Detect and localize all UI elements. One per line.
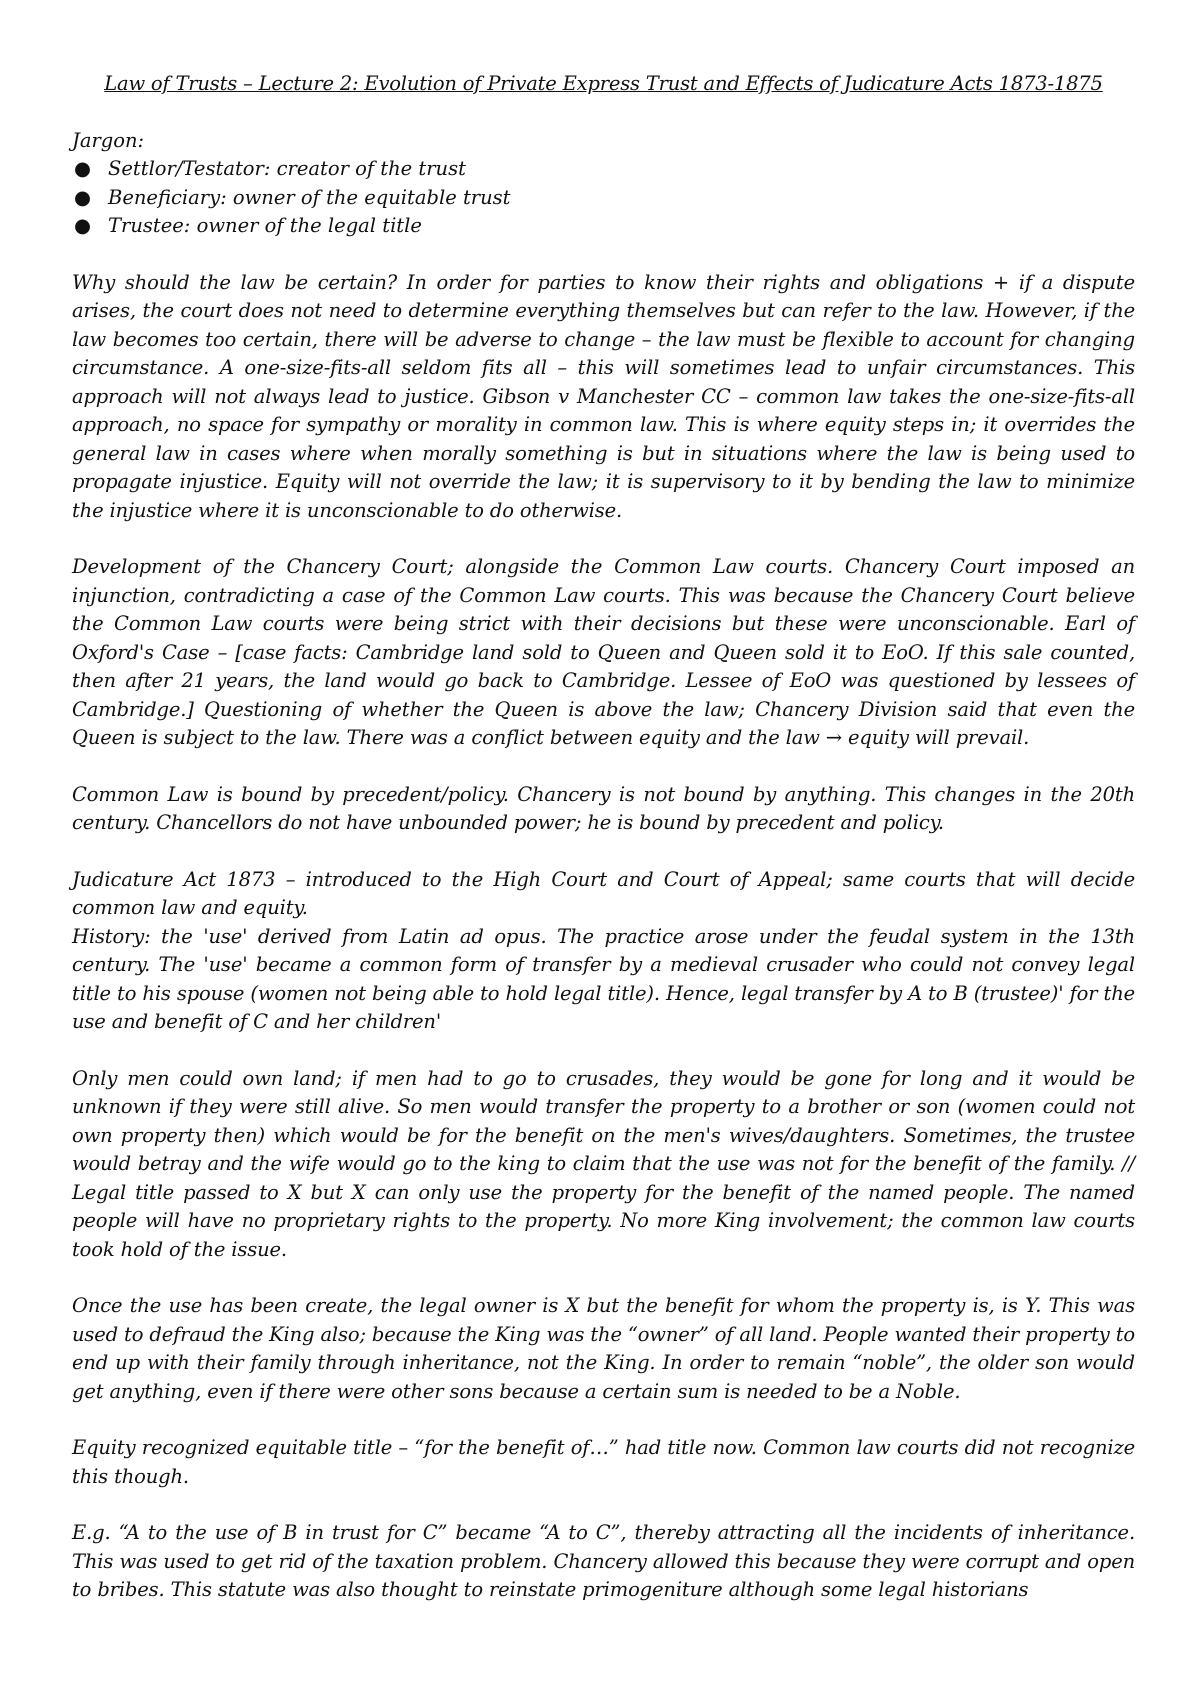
paragraph-certainty: Why should the law be certain? In order for parties to know their rights and obligations + if a dispute arises, the court does not need to determine everything themselves but can refer to the law. However, if the law becomes too certain, there will be adverse to change – the law must be flexible to account for changing circumstance. A one-size-fits-all seldom fits all – this will sometimes lead to unfair circumstances. This approach will not always lead to justice. Gibson v Manchester CC – common law takes the one-size-fits-all approach, no space for sympathy or morality in common law. This is where equity steps in; it overrides the general law in cases where when morally something is but in situations where the law is being used to propagate injustice. Equity will not override the law; it is supervisory to it by bending the law to minimize the injustice where it is unconscionable to do otherwise. <box>72 270 1135 522</box>
jargon-item-text: Settlor/Testator: creator of the trust <box>108 157 466 180</box>
document-page <box>72 70 1135 1633</box>
paragraph-history: History: the 'use' derived from Latin ad opus. The practice arose under the feudal system in the 13th century. The 'use' became a common form of transfer by a medieval crusader who could not convey legal title to his spouse (women not being able to hold legal title). Hence, legal transfer by A to B (trustee)' for the use and benefit of C and her children' <box>72 924 1135 1033</box>
jargon-list <box>72 155 1135 241</box>
paragraph-chancery-court: Development of the Chancery Court; alongside the Common Law courts. Chancery Court imposed an injunction, contradicting a case of the Common Law courts. This was because the Chancery Court believe the Common Law courts were being strict with their decisions but these were unconscionable. Earl of Oxford's Case – [case facts: Cambridge land sold to Queen and Queen sold it to EoO. If this sale counted, then after 21 years, the land would go back to Cambridge. Lessee of EoO was questioned by lessees of Cambridge.] Questioning of whether the Queen is above the law; Chancery Division said that even the Queen is subject to the law. There was a conflict between equity and the law → equity will prevail. <box>72 555 1135 749</box>
bullet-icon: ● <box>74 157 92 180</box>
paragraph-precedent: Common Law is bound by precedent/policy. Chancery is not bound by anything. This changes in the 20th century. Chancellors do not have unbounded power; he is bound by precedent and policy. <box>72 782 1135 834</box>
list-item <box>72 184 1135 213</box>
jargon-item-text: Beneficiary: owner of the equitable trust <box>108 185 511 209</box>
list-item <box>72 212 1135 241</box>
paragraph-equitable-title: Equity recognized equitable title – “for the benefit of…” had title now. Common law courts did not recognize this though. <box>72 1436 1135 1488</box>
bullet-icon: ● <box>74 214 92 237</box>
jargon-item-text: Trustee: owner of the legal title <box>108 214 422 237</box>
paragraph-use-created: Once the use has been create, the legal owner is X but the benefit for whom the property is, is Y. This was used to defraud the King also; because the King was the “owner” of all land. People wanted their property to end up with their family through inheritance, not the King. In order to remain “noble”, the older son would get anything, even if there were other sons because a certain sum is needed to be a Noble. <box>72 1294 1135 1403</box>
jargon-heading: Jargon: <box>72 128 145 152</box>
bullet-icon: ● <box>74 185 92 209</box>
paragraph-crusades: Only men could own land; if men had to go to crusades, they would be gone for long and it would be unknown if they were still alive. So men would transfer the property to a brother or son (women could not own property then) which would be for the benefit on the men's wives/daughters. Sometimes, the trustee would betray and the wife would go to the king to claim that the use was not for the benefit of the family. // Legal title passed to X but X can only use the property for the benefit of the named people. The named people will have no proprietary rights to the property. No more King involvement; the common law courts took hold of the issue. <box>72 1066 1135 1261</box>
list-item <box>72 155 1135 184</box>
paragraph-judicature-act: Judicature Act 1873 – introduced to the High Court and Court of Appeal; same courts that will decide common law and equity. <box>72 867 1135 919</box>
document-title: Law of Trusts – Lecture 2: Evolution of Private Express Trust and Effects of Judicature Acts 1873-1875 <box>104 72 1103 95</box>
paragraph-example: E.g. “A to the use of B in trust for C” became “A to C”, thereby attracting all the incidents of inheritance. This was used to get rid of the taxation problem. Chancery allowed this because they were corrupt and open to bribes. This statute was also thought to reinstate primogeniture although some legal historians <box>72 1521 1135 1601</box>
